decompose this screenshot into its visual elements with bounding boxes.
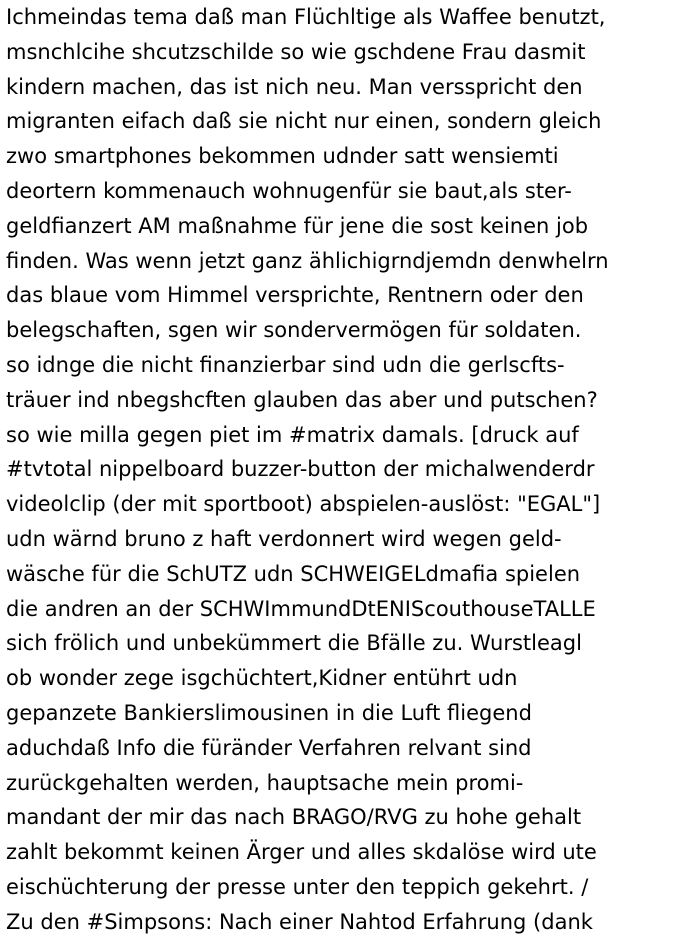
text-line-20: ob wonder zege isgchüchtert,Kidner entührt udn bbox=[6, 666, 518, 691]
text-line-2: msnchlcihe shcutzschilde so wie gschdene Frau dasmit bbox=[6, 39, 586, 64]
text-line-21: gepanzete Bankierslimousinen in die Luft fliegend bbox=[6, 700, 532, 725]
text-line-19: sich frölich und unbekümmert die Bfälle zu. Wurstleagl bbox=[6, 631, 582, 656]
text-line-17: wäsche für die SchUTZ udn SCHWEIGELdmafia spielen bbox=[6, 561, 581, 586]
text-line-24: mandant der mir das nach BRAGO/RVG zu hohe gehalt bbox=[6, 805, 582, 830]
text-line-3: kindern machen, das ist nich neu. Man versspricht den bbox=[6, 74, 583, 99]
text-line-9: das blaue vom Himmel versprichte, Rentnern oder den bbox=[6, 283, 584, 308]
text-line-11: so idnge die nicht finanzierbar sind udn die gerlscfts- bbox=[6, 352, 565, 377]
text-line-4: migranten eifach daß sie nicht nur einen, sondern gleich bbox=[6, 109, 602, 134]
text-line-22: aduchdaß Info die füränder Verfahren relvant sind bbox=[6, 735, 532, 760]
text-line-14: #tvtotal nippelboard buzzer-button der michalwenderdr bbox=[6, 457, 595, 482]
text-line-8: finden. Was wenn jetzt ganz ählichigrndjemdn denwhelrn bbox=[6, 248, 609, 273]
text-line-13: so wie milla gegen piet im #matrix damals. [druck auf bbox=[6, 422, 579, 447]
text-line-15: videolclip (der mit sportboot) abspielen-auslöst: "EGAL"] bbox=[6, 492, 601, 517]
text-line-12: träuer ind nbegshcften glauben das aber und putschen? bbox=[6, 387, 598, 412]
text-line-23: zurückgehalten werden, hauptsache mein promi- bbox=[6, 770, 524, 795]
text-line-1: Ichmeindas tema daß man Flüchltige als Waffee benutzt, bbox=[6, 5, 606, 29]
text-line-26: eischüchterung der presse unter den teppich gekehrt. / bbox=[6, 874, 589, 899]
text-line-5: zwo smartphones bekommen udnder satt wensiemti bbox=[6, 144, 559, 169]
text-line-27: Zu den #Simpsons: Nach einer Nahtod Erfahrung (dank bbox=[6, 909, 593, 934]
text-line-16: udn wärnd bruno z haft verdonnert wird wegen geld- bbox=[6, 526, 562, 551]
text-line-18: die andren an der SCHWImmundDtENIScouthouseTALLE bbox=[6, 596, 596, 621]
text-line-25: zahlt bekommt keinen Ärger und alles skdalöse wird ute bbox=[6, 840, 597, 865]
text-line-7: geldfianzert AM maßnahme für jene die sost keinen job bbox=[6, 213, 589, 238]
text-line-6: deortern kommenauch wohnugenfür sie baut,als ster- bbox=[6, 178, 572, 203]
text-line-10: belegschaften, sgen wir sondervermögen für soldaten. bbox=[6, 318, 582, 343]
document-text-body bbox=[6, 0, 682, 934]
